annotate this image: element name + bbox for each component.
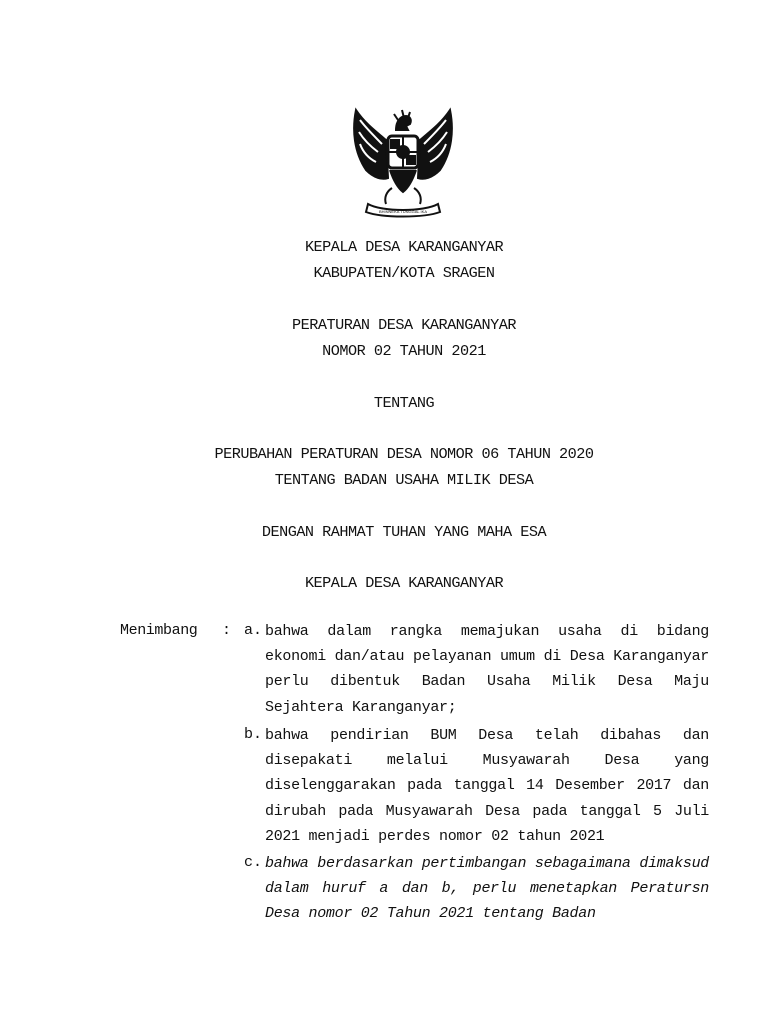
item-marker-a: a. (243, 622, 262, 639)
issuer-region: KABUPATEN/KOTA SRAGEN (313, 264, 495, 282)
svg-text:BHINNEKA TUNGGAL IKA: BHINNEKA TUNGGAL IKA (378, 209, 428, 214)
subject-line-1: PERUBAHAN PERATURAN DESA NOMOR 06 TAHUN 2020 (214, 445, 594, 463)
considering-label: Menimbang (120, 622, 198, 639)
item-marker-c: c. (243, 854, 262, 871)
considering-colon: : (222, 622, 232, 639)
page-bottom-clip (0, 850, 768, 928)
blessing-line: DENGAN RAHMAT TUHAN YANG MAHA ESA (261, 523, 547, 541)
item-marker-b: b. (243, 726, 262, 743)
considering-item-c: bahwa berdasarkan pertimbangan sebagaimana dimaksud dalam huruf a dan b, perlu menetapkan Peratursn Desa nomor 02 Tahun 2021 tentang Badan (265, 855, 709, 923)
considering-item-a: bahwa dalam rangka memajukan usaha di bidang ekonomi dan/atau pelayanan umum di Desa Karanganyar perlu dibentuk Badan Usaha Milik Desa Maju Sejahtera Karanganyar; (265, 623, 709, 716)
garuda-emblem (346, 100, 460, 220)
subject-line-2: TENTANG BADAN USAHA MILIK DESA (274, 471, 534, 489)
about-heading: TENTANG (373, 394, 435, 412)
enactor-line: KEPALA DESA KARANGANYAR (304, 574, 504, 592)
considering-item-b: bahwa pendirian BUM Desa telah dibahas dan disepakati melalui Musyawarah Desa yang diselenggarakan pada tanggal 14 Desember 2017 dan dirubah pada Musyawarah Desa pada tanggal 5 Juli 2021 menjadi perdes nomor 02 tahun 2021 (265, 727, 709, 845)
issuer-title: KEPALA DESA KARANGANYAR (304, 238, 504, 256)
regulation-number: NOMOR 02 TAHUN 2021 (322, 342, 486, 360)
regulation-title: PERATURAN DESA KARANGANYAR (292, 316, 516, 334)
